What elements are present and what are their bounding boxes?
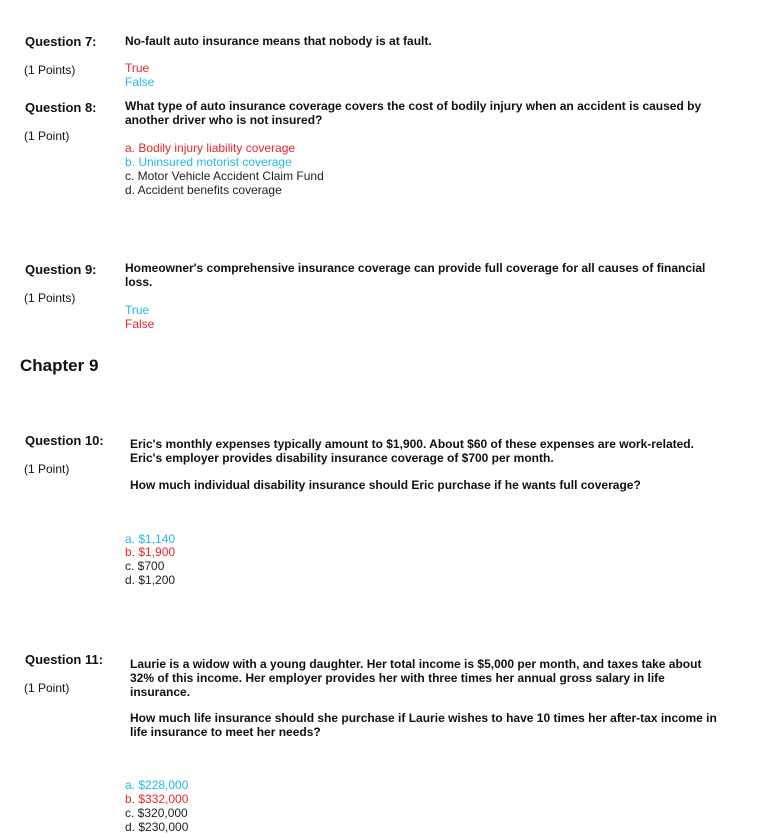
question-8-option-d[interactable]: d. Accident benefits coverage <box>125 183 282 197</box>
question-10-option-d[interactable]: d. $1,200 <box>125 573 176 587</box>
question-9-label: Question 9: <box>25 262 97 277</box>
question-10-option-a[interactable]: a. $1,140 <box>125 532 176 546</box>
question-10-label: Question 10: <box>25 433 104 448</box>
question-8-option-b[interactable]: b. Uninsured motorist coverage <box>125 155 292 169</box>
question-11-option-b[interactable]: b. $332,000 <box>125 792 189 806</box>
question-11-text: Laurie is a widow with a young daughter. Her total income is $5,000 per month, and taxes take about 32% of this income. Her employer provides her with three times her annual gross salary in life insurance. <box>130 657 702 699</box>
question-10-option-b[interactable]: b. $1,900 <box>125 545 176 559</box>
question-7-text: No-fault auto insurance means that nobody is at fault. <box>125 34 432 48</box>
question-9-text: Homeowner's comprehensive insurance coverage can provide full coverage for all causes of financial loss. <box>125 261 706 289</box>
chapter-heading: Chapter 9 <box>20 356 99 375</box>
question-9-option-true[interactable]: True <box>125 303 150 317</box>
question-10-points: (1 Point) <box>24 462 70 476</box>
question-7-label: Question 7: <box>25 34 97 49</box>
question-10-option-c[interactable]: c. $700 <box>125 559 165 573</box>
question-11-points: (1 Point) <box>24 681 70 695</box>
question-11-option-d[interactable]: d. $230,000 <box>125 820 189 834</box>
question-8-option-c[interactable]: c. Motor Vehicle Accident Claim Fund <box>125 169 324 183</box>
question-7-option-true[interactable]: True <box>125 61 150 75</box>
question-9-option-false[interactable]: False <box>125 317 155 331</box>
question-8-option-a[interactable]: a. Bodily injury liability coverage <box>125 141 296 155</box>
question-7-option-false[interactable]: False <box>125 75 155 89</box>
question-9-points: (1 Points) <box>24 291 76 305</box>
question-11-label: Question 11: <box>25 652 104 667</box>
question-11-option-a[interactable]: a. $228,000 <box>125 778 189 792</box>
question-10-text: Eric's monthly expenses typically amount to $1,900. About $60 of these expenses are work-related. Eric's employer provides disability insurance coverage of $700 per month. <box>130 437 694 465</box>
question-11-ask: How much life insurance should she purchase if Laurie wishes to have 10 times her after-tax income in life insurance to meet her needs? <box>130 711 717 739</box>
question-7-points: (1 Points) <box>24 63 76 77</box>
question-8-text: What type of auto insurance coverage covers the cost of bodily injury when an accident is caused by another driver who is not insured? <box>125 99 702 127</box>
question-8-points: (1 Point) <box>24 129 70 143</box>
question-11-option-c[interactable]: c. $320,000 <box>125 806 188 820</box>
question-8-label: Question 8: <box>25 100 97 115</box>
question-10-ask: How much individual disability insurance should Eric purchase if he wants full coverage? <box>130 478 641 492</box>
